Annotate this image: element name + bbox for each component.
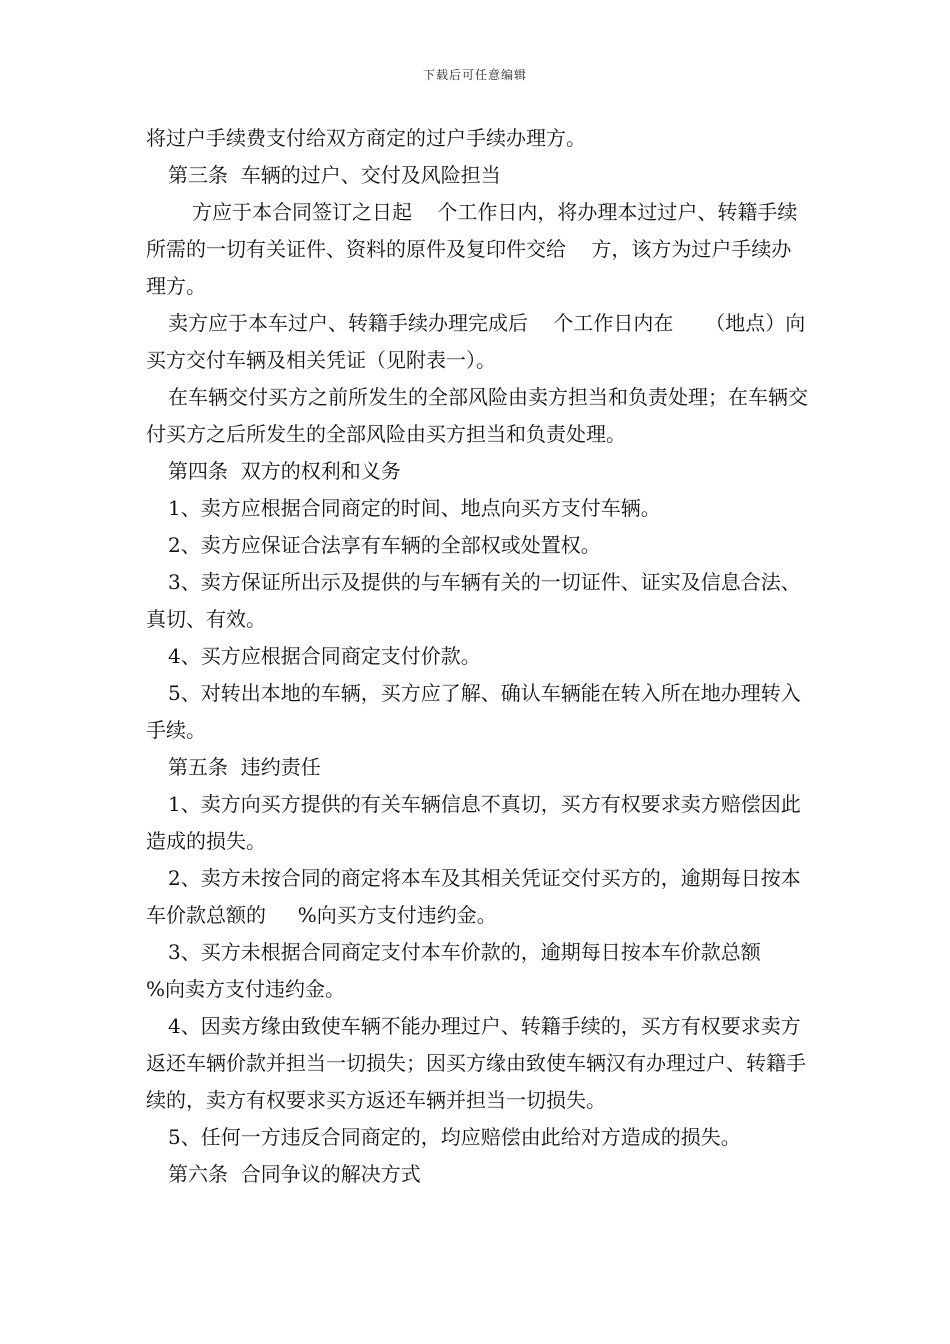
list-item: 3、卖方保证所出示及提供的与车辆有关的一切证件、证实及信息合法、真切、有效。	[146, 570, 801, 631]
list-item: 1、卖方应根据合同商定的时间、地点向买方支付车辆。	[168, 496, 661, 520]
list-item: 2、卖方应保证合法享有车辆的全部权或处置权。	[168, 533, 601, 557]
list-item: 5、对转出本地的车辆，买方应了解、确认车辆能在转入所在地办理转入手续。	[146, 681, 801, 742]
list-item: 1、卖方向买方提供的有关车辆信息不真切，买方有权要求卖方赔偿因此造成的损失。	[146, 792, 801, 853]
paragraph: 方应于本合同签订之日起 个工作日内，将办理本过过户、转籍手续所需的一切有关证件、资料的原件及复印件交给 方，该方为过户手续办理方。	[146, 200, 798, 298]
list-item: 3、买方未根据合同商定支付本车价款的，逾期每日按本车价款总额 %向卖方支付违约金。	[146, 940, 806, 1001]
section-heading: 第三条 车辆的过户、交付及风险担当	[168, 163, 501, 187]
section-heading: 第四条 双方的权利和义务	[168, 459, 401, 483]
section-heading: 第六条 合同争议的解决方式	[168, 1162, 421, 1186]
paragraph: 在车辆交付买方之前所发生的全部风险由卖方担当和负责处理；在车辆交付买方之后所发生的全部风险由买方担当和负责处理。	[146, 385, 808, 446]
section-heading: 第五条 违约责任	[168, 755, 321, 779]
list-item: 5、任何一方违反合同商定的，均应赔偿由此给对方造成的损失。	[168, 1125, 741, 1149]
list-item: 4、买方应根据合同商定支付价款。	[168, 644, 481, 668]
paragraph: 将过户手续费支付给双方商定的过户手续办理方。	[146, 126, 586, 150]
list-item: 2、卖方未按合同的商定将本车及其相关凭证交付买方的，逾期每日按本车价款总额的 %向买方支付违约金。	[146, 866, 801, 927]
paragraph: 卖方应于本车过户、转籍手续办理完成后 个工作日内在 （地点）向买方交付车辆及相关凭证（见附表一）。	[146, 311, 806, 372]
document-body	[146, 120, 810, 1193]
list-item: 4、因卖方缘由致使车辆不能办理过户、转籍手续的，买方有权要求卖方返还车辆价款并担当一切损失；因买方缘由致使车辆汉有办理过户、转籍手续的，卖方有权要求买方返还车辆并担当一切损失。	[146, 1014, 806, 1112]
page-header-note: 下载后可任意编辑	[422, 68, 527, 82]
